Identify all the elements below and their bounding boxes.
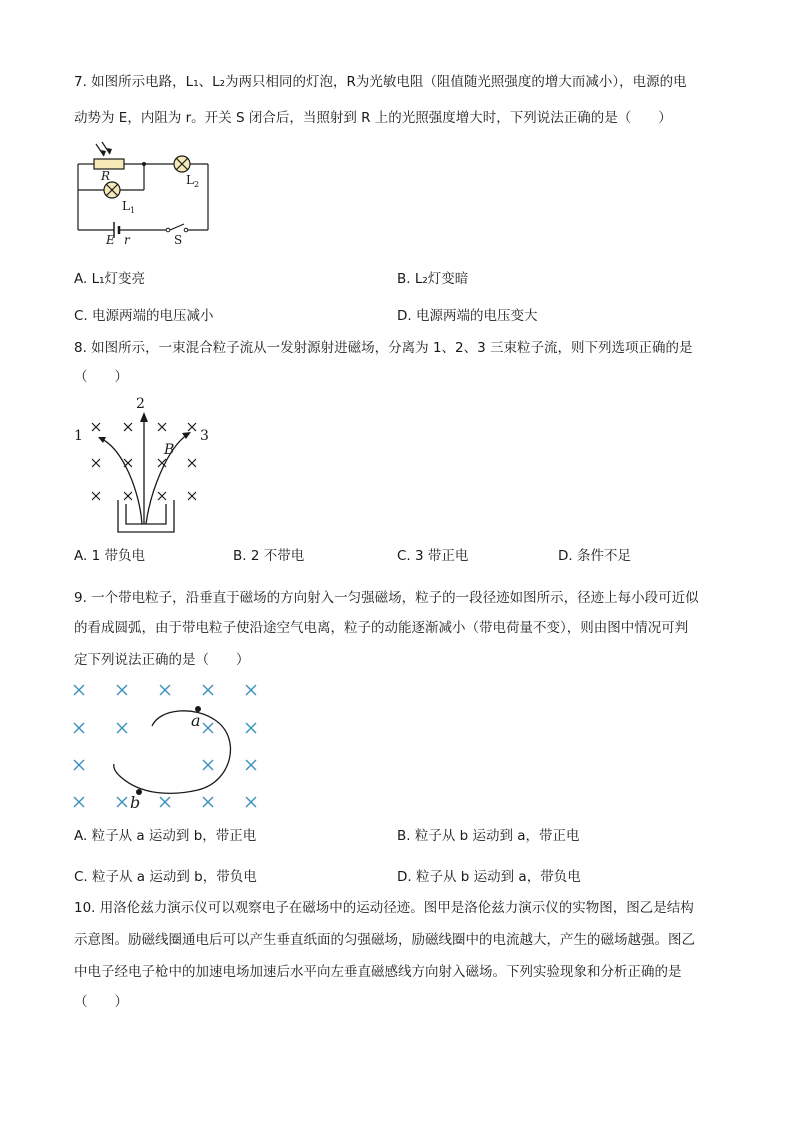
- beam-1-label: 1: [74, 428, 83, 444]
- q8-stem-line2: （ ）: [74, 369, 128, 385]
- q9-option-d[interactable]: D. 粒子从 b 运动到 a，带负电: [397, 869, 581, 885]
- point-a-label: a: [191, 711, 201, 730]
- q9-stem-line3: 定下列说法正确的是（ ）: [74, 652, 250, 668]
- q9-option-a[interactable]: A. 粒子从 a 运动到 b，带正电: [74, 828, 257, 844]
- field-B-label: B: [164, 442, 175, 458]
- q10-stem-line3: 中电子经电子枪中的加速电场加速后水平向左垂直磁感线方向射入磁场。下列实验现象和分析正确的是: [74, 964, 682, 980]
- label-L1: $L_1$: [122, 199, 136, 215]
- q9-stem-line2: 的看成圆弧，由于带电粒子使沿途空气电离，粒子的动能逐渐减小（带电荷量不变），则由图中情况可判: [74, 620, 689, 636]
- label-S: S: [174, 233, 183, 247]
- q10-stem-line1: 10. 用洛伦兹力演示仪可以观察电子在磁场中的运动径迹。图甲是洛伦兹力演示仪的实物图，图乙是结构: [74, 900, 694, 916]
- q7-option-c[interactable]: C. 电源两端的电压减小: [74, 308, 214, 324]
- q8-stem-line1: 8. 如图所示，一束混合粒子流从一发射源射进磁场，分离为 1、2、3 三束粒子流，则下列选项正确的是: [74, 340, 693, 356]
- beam-2-label: 2: [136, 396, 145, 412]
- q7-option-a[interactable]: A. L₁灯变亮: [74, 271, 146, 287]
- q9-option-b[interactable]: B. 粒子从 b 运动到 a，带正电: [397, 828, 580, 844]
- q8-option-a[interactable]: A. 1 带负电: [74, 548, 145, 564]
- q8-option-b[interactable]: B. 2 不带电: [233, 548, 305, 564]
- beam-3-label: 3: [200, 428, 209, 444]
- q7-option-d[interactable]: D. 电源两端的电压变大: [397, 308, 538, 324]
- q7-circuit-figure: [74, 140, 219, 248]
- q10-stem-line2: 示意图。励磁线圈通电后可以产生垂直纸面的匀强磁场，励磁线圈中的电流越大，产生的磁场越强。图乙: [74, 932, 695, 948]
- q9-particle-track-figure: [70, 680, 265, 815]
- q7-option-b[interactable]: B. L₂灯变暗: [397, 271, 469, 287]
- q7-stem-line2: 动势为 E，内阻为 r。开关 S 闭合后，当照射到 R 上的光照强度增大时，下列说法正确的是（ ）: [74, 110, 672, 126]
- label-R: R: [101, 169, 111, 183]
- label-r: r: [124, 233, 130, 247]
- label-L2: $L_2$: [186, 173, 200, 189]
- q9-option-c[interactable]: C. 粒子从 a 运动到 b，带负电: [74, 869, 257, 885]
- q7-stem-line1: 7. 如图所示电路，L₁、L₂为两只相同的灯泡，R为光敏电阻（阻值随光照强度的增大而减小），电源的电: [74, 74, 687, 90]
- q8-particle-beam-figure: [74, 394, 224, 539]
- q8-option-c[interactable]: C. 3 带正电: [397, 548, 469, 564]
- q9-stem-line1: 9. 一个带电粒子，沿垂直于磁场的方向射入一匀强磁场，粒子的一段径迹如图所示，径迹上每小段可近似: [74, 590, 699, 606]
- q8-option-d[interactable]: D. 条件不足: [558, 548, 631, 564]
- q10-stem-line4: （ ）: [74, 994, 128, 1010]
- label-E: E: [106, 233, 115, 247]
- point-b-label: b: [130, 793, 141, 812]
